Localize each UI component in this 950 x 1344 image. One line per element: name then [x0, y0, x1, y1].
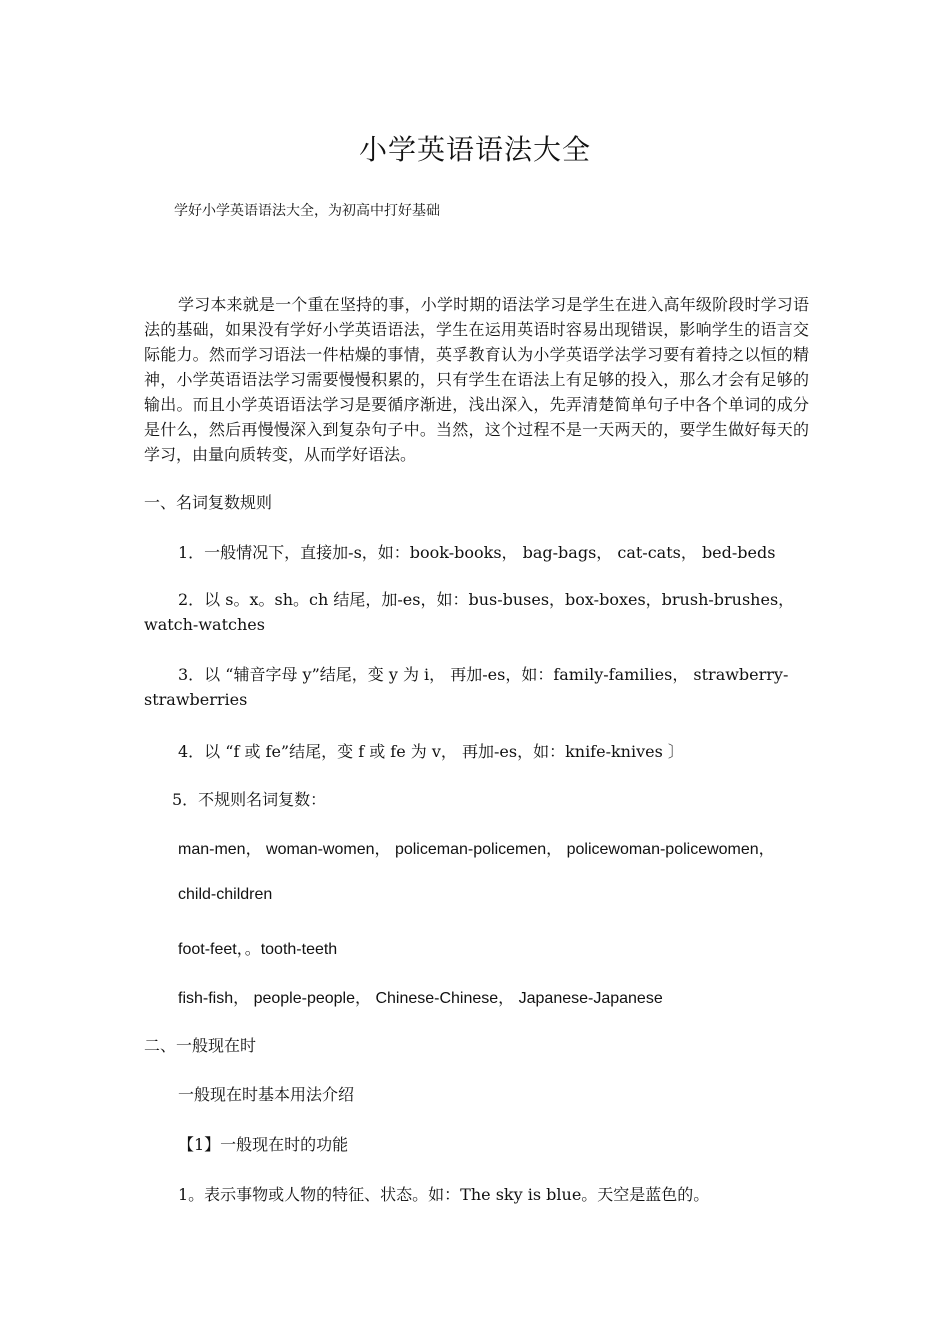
plural-rule-2: 2．以 s。x。sh。ch 结尾，加-es，如：bus-buses，box-boxes，brush-brushes，watch-watches — [144, 590, 795, 634]
irregular-plural-line-2: child-children — [178, 886, 273, 903]
present-simple-point-1: 1。表示事物或人物的特征、状态。如：The sky is blue。天空是蓝色的。 — [178, 1185, 710, 1204]
section-heading-plural-rules: 一、名词复数规则 — [144, 493, 273, 512]
present-simple-point-title: 【1】一般现在时的功能 — [178, 1135, 349, 1154]
irregular-plural-line-1: man-men， woman-women， policeman-policemen， policewoman-policewomen， — [178, 841, 775, 858]
section-heading-present-simple: 二、一般现在时 — [144, 1036, 257, 1055]
document-subtitle: 学好小学英语语法大全，为初高中打好基础 — [174, 203, 440, 219]
intro-paragraph: 学习本来就是一个重在坚持的事，小学时期的语法学习是学生在进入高年级阶段时学习语法的基础，如果没有学好小学英语语法，学生在运用英语时容易出现错误，影响学生的语言交际能力。然而学习语法一件枯燥的事情，英孚教育认为小学英语学法学习要有着持之以恒的精神，小学英语语法学习需要慢慢积累的，只有学生在语法上有足够的投入，那么才会有足够的输出。而且小学英语语法学习是要循序渐进，浅出深入，先弄清楚简单句子中各个单词的成分是什么，然后再慢慢深入到复杂句子中。当然，这个过程不是一天两天的，要学生做好每天的学习，由量向质转变，从而学好语法。 — [144, 295, 809, 464]
plural-rule-5: 5．不规则名词复数： — [172, 790, 327, 809]
document-title: 小学英语语法大全 — [358, 133, 591, 166]
plural-rule-4: 4．以 “f 或 fe”结尾，变 f 或 fe 为 v， 再加-es，如：knife-knives 〕 — [178, 742, 684, 761]
plural-rule-3: 3．以 “辅音字母 y”结尾，变 y 为 i， 再加-es，如：family-families， strawberry-strawberries — [144, 665, 789, 709]
plural-rule-1: 1．一般情况下，直接加-s，如：book-books， bag-bags， cat-cats， bed-beds — [178, 543, 776, 562]
present-simple-subheading: 一般现在时基本用法介绍 — [178, 1085, 355, 1104]
irregular-plural-line-4: fish-fish， people-people， Chinese-Chinese， Japanese-Japanese — [178, 990, 663, 1007]
irregular-plural-line-3: foot-feet，。tooth-teeth — [178, 941, 338, 958]
